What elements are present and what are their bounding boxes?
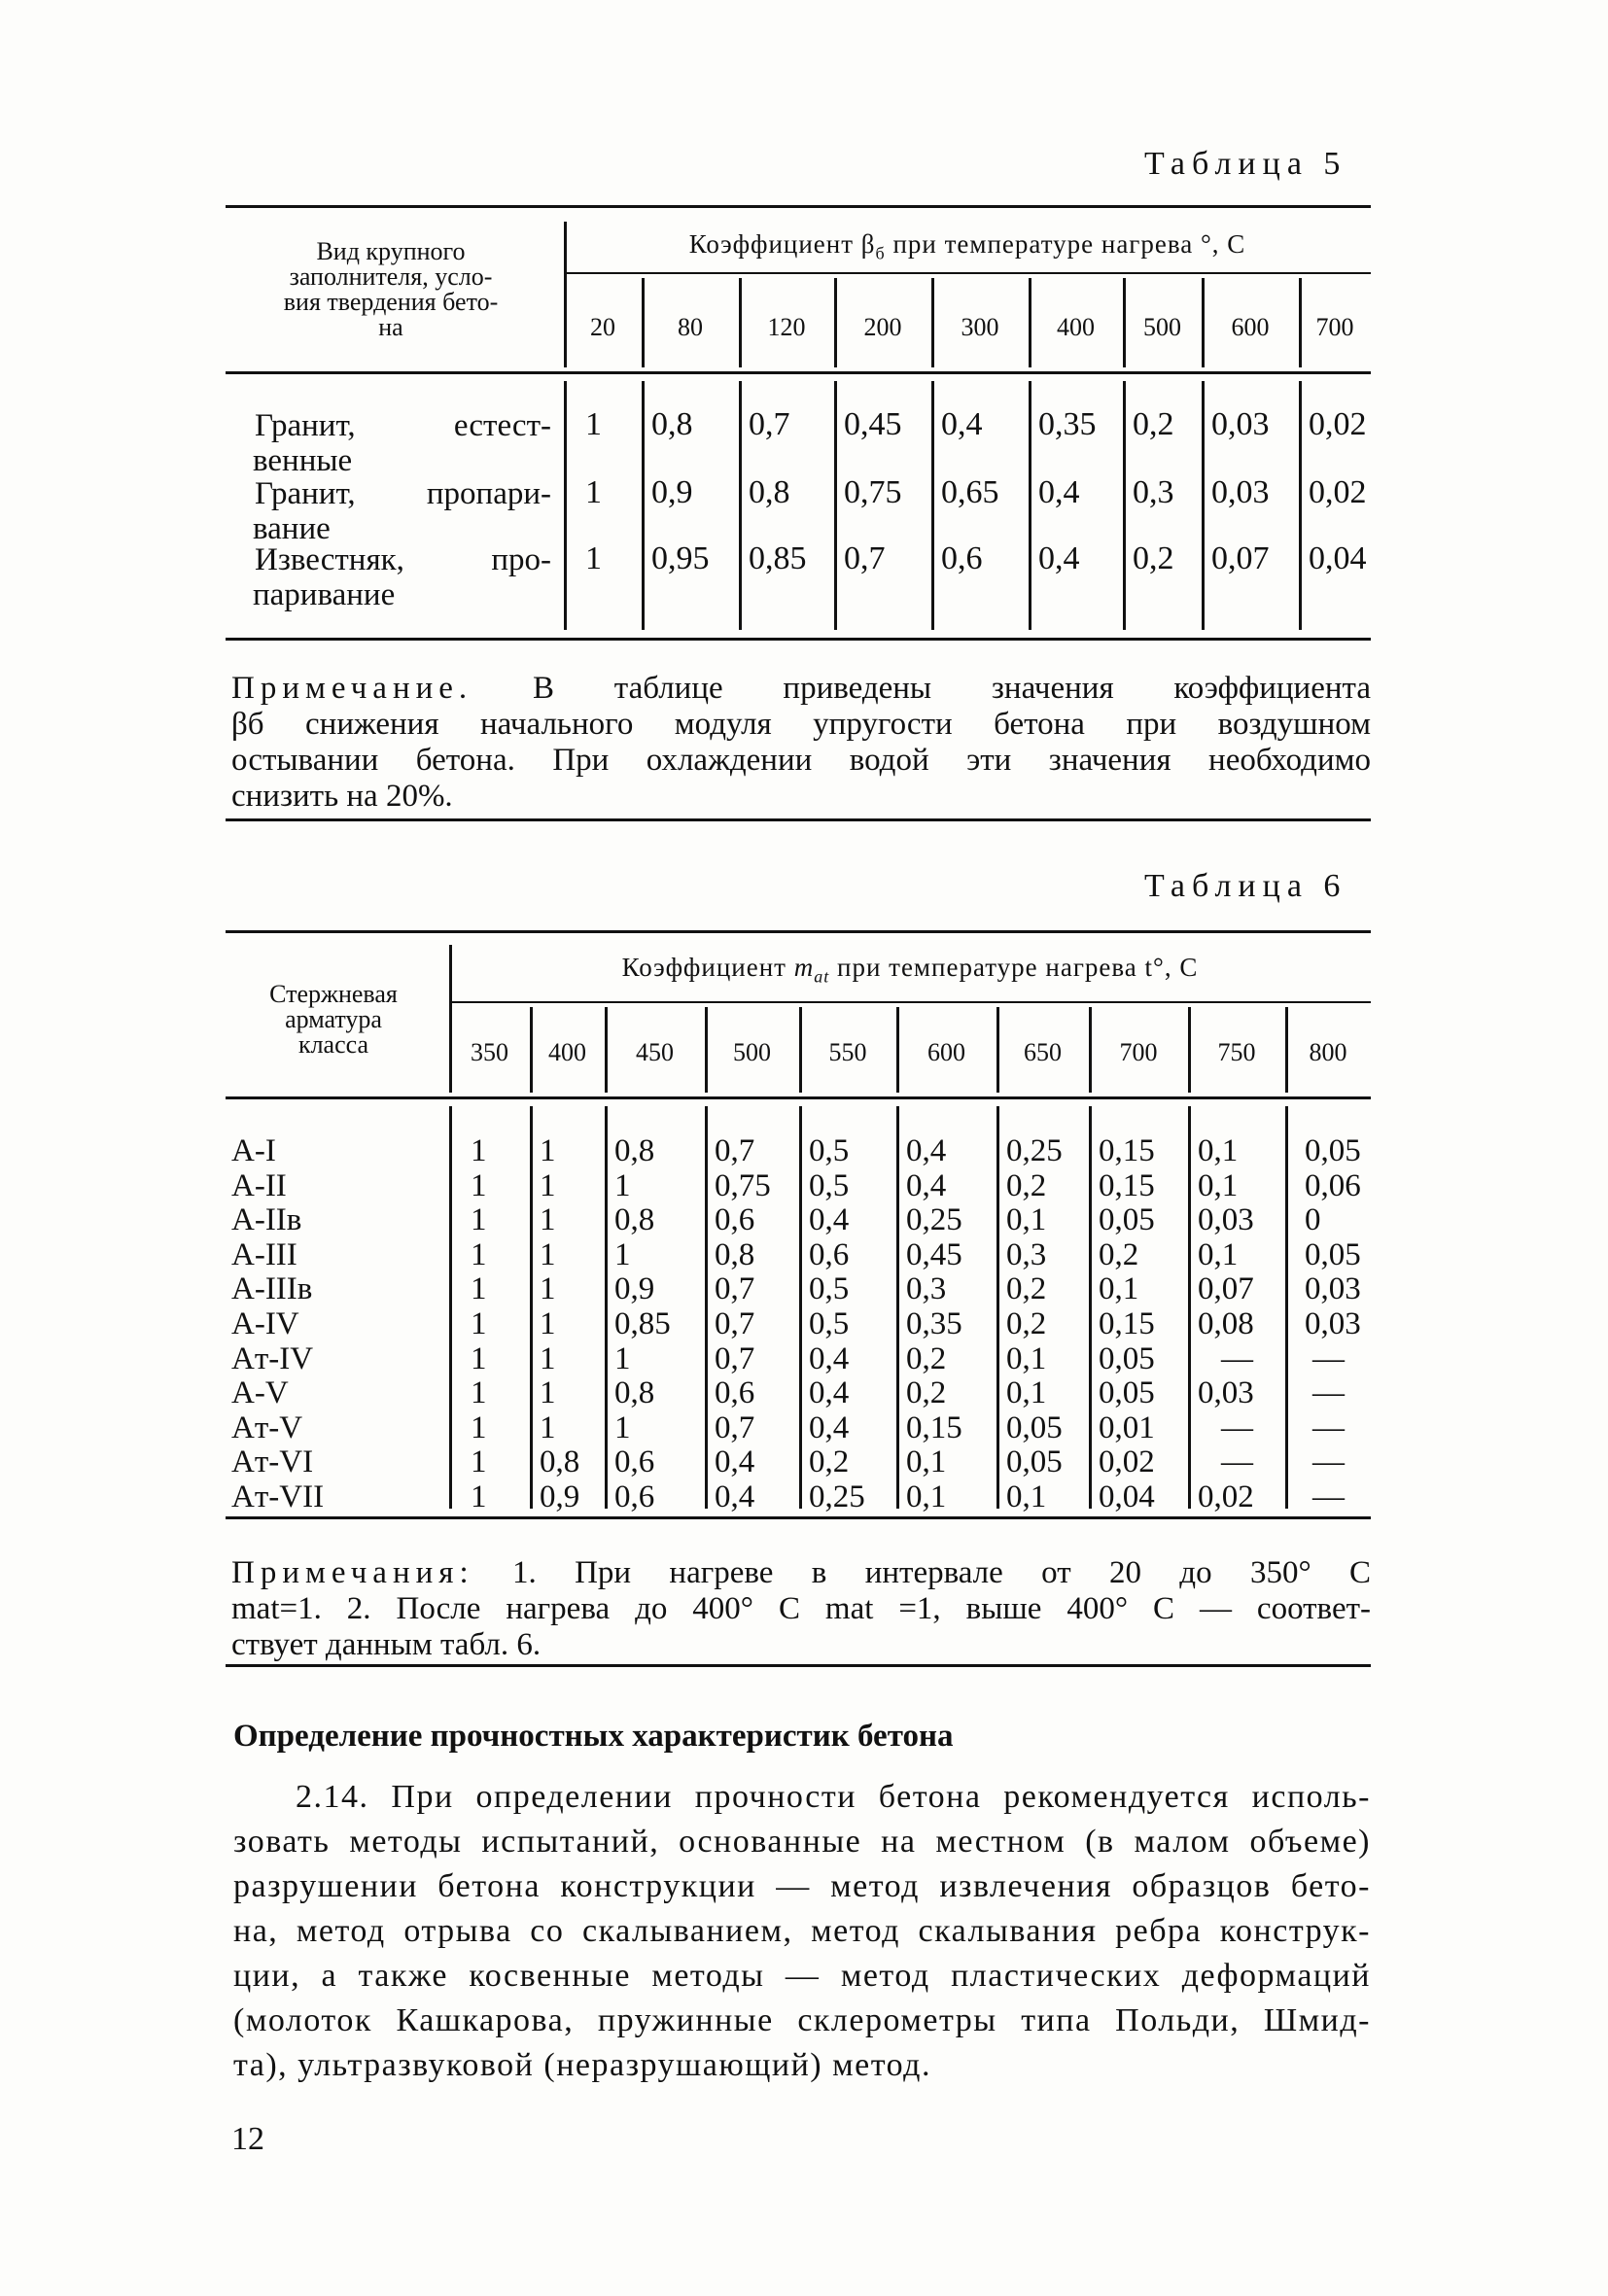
table6-cell: — [1221,1340,1253,1376]
table5-temperature: 600 [1231,313,1270,341]
table6-column-rule [1285,1007,1288,1093]
section-paragraph [233,1775,1371,2088]
note-prefix: Примечания: [231,1555,474,1590]
row-label-line: паривание [253,577,396,612]
table6-cell: 0,25 [809,1479,865,1514]
table6-cell: 0,75 [715,1167,771,1203]
group-header-text: при температуре нагрева t°, С [829,953,1199,982]
table6-row-label: A-IIв [231,1202,302,1238]
table5-column-rule [1299,381,1302,630]
table6-row-label: A-III [231,1236,297,1272]
table6-cell: 0,15 [906,1409,962,1445]
table6-cell: 0,1 [1198,1167,1239,1203]
table5-stub-header [226,239,556,340]
table6-cell: 0,4 [715,1444,755,1480]
table6-subhead-rule [449,1001,1371,1003]
beta-symbol: β [860,229,876,259]
table6-temperature: 700 [1119,1038,1158,1066]
table6-cell: 0,2 [906,1375,947,1411]
table5-cell: 1 [585,540,602,576]
para-line: ции, а также косвенные методы — метод пластических деформаций [233,1958,1371,1994]
row-label-line: Гранит, естест- [255,408,551,443]
table6-cell: 0,1 [1006,1340,1047,1376]
table6-cell: 1 [471,1271,487,1307]
table6-cell: 0,25 [1006,1133,1063,1168]
table5-bottom-rule [226,638,1371,641]
table6-head-bottom-rule [226,1096,1371,1099]
table5-cell: 0,85 [749,540,807,576]
table5-cell: 0,8 [651,406,693,442]
section-heading: Определение прочностных характеристик бетона [233,1719,954,1754]
table6-cell: 1 [540,1306,556,1341]
table5-cell: 1 [585,474,602,510]
table6-cell: 0,8 [715,1236,755,1272]
table6-cell: 0,1 [1006,1375,1047,1411]
table6-cell: 0,1 [1198,1236,1239,1272]
table5-column-rule [564,222,567,367]
table6-cell: 0,03 [1198,1375,1254,1411]
table6-cell: 0,4 [906,1133,947,1168]
table5-temperature: 120 [767,313,806,341]
table6-cell: 0,45 [906,1236,962,1272]
table6-row-label: Aт-VII [231,1479,325,1514]
table6-column-rule [705,1007,708,1093]
page-number: 12 [231,2121,264,2157]
table6-cell: 0,01 [1099,1409,1155,1445]
table6-temperature: 500 [733,1038,771,1066]
table6-top-rule [226,930,1371,933]
table5-cell: 0,35 [1038,406,1097,442]
table5-column-rule [931,381,934,630]
table5-column-rule [1202,278,1205,367]
table5-head-bottom-rule [226,371,1371,374]
table6-cell: 0,7 [715,1340,755,1376]
table5-cell: 0,03 [1211,406,1270,442]
table6-cell: 0,6 [715,1202,755,1238]
table6-cell: 0,4 [906,1167,947,1203]
table6-column-rule [449,1106,452,1509]
table5-column-rule [739,381,742,630]
table6-cell: 0,05 [1305,1133,1361,1168]
table6-cell: 0,04 [1099,1479,1155,1514]
table5-row-label [255,542,551,612]
table6-column-rule [1188,1007,1191,1093]
table6-temperature: 650 [1024,1038,1062,1066]
table6-cell: 0,2 [1006,1271,1047,1307]
table6-stub-header [226,982,441,1058]
table5-caption: Таблица 5 [1144,146,1347,182]
table5-cell: 0,8 [749,474,790,510]
row-label-line: Известняк, про- [255,542,551,577]
table6-cell: 0,35 [906,1306,962,1341]
table6-cell: 0,3 [1006,1236,1047,1272]
table6-temperature: 550 [828,1038,867,1066]
table6-cell: 0,8 [614,1375,655,1411]
table6-cell: 0,8 [614,1133,655,1168]
table5-row-label [255,408,551,478]
table5-column-rule [1029,278,1031,367]
table6-cell: 0,03 [1198,1202,1254,1238]
table6-cell: 0,2 [1006,1306,1047,1341]
table6-cell: — [1312,1375,1345,1411]
table5-cell: 0,07 [1211,540,1270,576]
group-header-text: при температуре нагрева °, С [885,229,1246,259]
table6-column-rule [449,945,452,1093]
group-header-text: Коэффициент [688,229,861,259]
table6-cell: 0,08 [1198,1306,1254,1341]
para-line: зовать методы испытаний, основанные на местном (в малом объеме) [233,1824,1371,1860]
table6-temperature: 600 [927,1038,965,1066]
table6-column-rule [1089,1106,1092,1509]
table6-cell: 1 [471,1202,487,1238]
table5-temperature: 20 [590,313,615,341]
note-line: βб снижения начального модуля упругости бетона при воздушном [231,707,1371,742]
table5-column-rule [642,278,645,367]
table6-cell: 0,2 [809,1444,850,1480]
table6-cell: 0,1 [1006,1479,1047,1514]
table6-cell: 0,05 [1099,1202,1155,1238]
m-symbol: m [793,953,815,982]
table5-cell: 0,4 [1038,474,1080,510]
table6-cell: 0,5 [809,1133,850,1168]
note-line: остывании бетона. При охлаждении водой эти значения необходимо [231,743,1371,778]
table6-cell: 0,05 [1099,1340,1155,1376]
table5-temperature: 200 [863,313,902,341]
table6-cell: 0,6 [809,1236,850,1272]
table6-cell: 1 [540,1375,556,1411]
note-line: ствует данным табл. 6. [231,1627,542,1662]
table5-cell: 0,03 [1211,474,1270,510]
table5-temperature: 500 [1143,313,1181,341]
table6-temperature: 800 [1309,1038,1347,1066]
table6-cell: 1 [614,1340,631,1376]
table5-cell: 0,2 [1133,540,1174,576]
table6-temperature: 450 [636,1038,674,1066]
table6-note-rule [226,1664,1371,1667]
table5-top-rule [226,205,1371,208]
para-line: разрушении бетона конструкции — метод извлечения образцов бето- [233,1868,1371,1904]
table6-cell: 1 [540,1409,556,1445]
table6-cell: 0,1 [1198,1133,1239,1168]
table6-cell: 0,4 [809,1340,850,1376]
table6-bottom-rule [226,1516,1371,1519]
table6-cell: 0,6 [614,1444,655,1480]
table5-column-rule [642,381,645,630]
table6-column-rule [799,1007,802,1093]
table6-cell: 0,7 [715,1133,755,1168]
table6-cell: 0,1 [906,1444,947,1480]
table6-caption: Таблица 6 [1144,868,1347,904]
table6-group-header [449,953,1371,987]
table6-temperature: 750 [1217,1038,1256,1066]
table5-stub-line: заполнителя, усло- [289,262,493,291]
table6-cell: 0,05 [1006,1409,1063,1445]
table5-cell: 0,65 [941,474,999,510]
table6-cell: — [1221,1409,1253,1445]
table5-cell: 0,3 [1133,474,1174,510]
table5-note [231,671,1371,815]
row-label-line: Гранит, пропари- [255,476,551,511]
table6-stub-line: класса [297,1030,369,1059]
para-line: (молоток Кашкарова, пружинные склерометры типа Польди, Шмид- [233,2002,1371,2038]
table5-cell: 0,02 [1309,474,1367,510]
table6-cell: 0,7 [715,1409,755,1445]
table5-cell: 0,04 [1309,540,1367,576]
table6-cell: 1 [471,1340,487,1376]
table6-cell: 0,3 [906,1271,947,1307]
beta-subscript: б [875,243,886,263]
table6-cell: 0,6 [715,1375,755,1411]
table6-row-label: A-II [231,1167,287,1203]
table6-cell: 1 [471,1133,487,1168]
table6-temperature: 400 [548,1038,586,1066]
table6-column-rule [896,1106,899,1509]
note-line: снизить на 20%. [231,779,453,814]
table6-stub-line: арматура [285,1005,382,1033]
note-prefix: Примечание. [231,671,473,706]
table6-cell: 0,4 [809,1409,850,1445]
table5-column-rule [739,278,742,367]
table6-cell: 0,15 [1099,1306,1155,1341]
table6-cell: 1 [471,1444,487,1480]
table5-cell: 0,7 [844,540,886,576]
table6-cell: 0,8 [540,1444,580,1480]
table6-cell: 0,6 [614,1479,655,1514]
row-label-line: венные [253,443,353,478]
para-line: та), ультразвуковой (неразрушающий) метод. [233,2047,931,2083]
table5-cell: 0,2 [1133,406,1174,442]
table6-column-rule [799,1106,802,1509]
table6-cell: 0,25 [906,1202,962,1238]
table6-row-label: Aт-IV [231,1340,314,1376]
table5-subhead-rule [564,272,1371,274]
table6-note [231,1555,1371,1663]
table5-stub-line: вия твердения бето- [283,288,499,316]
table6-cell: 0,4 [809,1202,850,1238]
table6-cell: 1 [540,1340,556,1376]
table6-cell: — [1312,1479,1345,1514]
table6-cell: 0,07 [1198,1271,1254,1307]
table5-cell: 0,45 [844,406,902,442]
table6-stub-line: Стержневая [269,980,398,1008]
table6-column-rule [896,1007,899,1093]
table5-note-rule [226,818,1371,821]
table6-cell: 0,2 [1099,1236,1139,1272]
table5-temperature: 400 [1057,313,1095,341]
table5-cell: 0,02 [1309,406,1367,442]
table6-cell: 1 [540,1236,556,1272]
table6-cell: 0,5 [809,1271,850,1307]
table6-cell: 0,05 [1305,1236,1361,1272]
table6-cell: 1 [471,1375,487,1411]
table6-cell: 0,1 [1006,1202,1047,1238]
table5-stub-line: на [378,313,403,341]
table6-column-rule [1089,1007,1092,1093]
table6-cell: 1 [471,1409,487,1445]
note-line: Примечания: 1. При нагреве в интервале от 20 до 350° С [231,1555,1371,1590]
table6-cell: 1 [540,1202,556,1238]
table5-cell: 0,7 [749,406,790,442]
table5-cell: 0,4 [1038,540,1080,576]
table6-column-rule [1285,1106,1288,1509]
table5-group-header [564,229,1371,263]
table5-cell: 0,95 [651,540,710,576]
table5-column-rule [834,381,837,630]
table6-cell: 0,85 [614,1306,671,1341]
table6-cell: 0,05 [1099,1375,1155,1411]
note-line: mat=1. 2. После нагрева до 400° С mat =1, выше 400° С — соответ- [231,1591,1371,1626]
table6-cell: 1 [614,1167,631,1203]
table6-row-label: A-I [231,1133,276,1168]
table5-column-rule [931,278,934,367]
table6-column-rule [996,1106,999,1509]
para-line: 2.14. При определении прочности бетона рекомендуется исполь- [296,1779,1371,1815]
table6-cell: 0,02 [1198,1479,1254,1514]
table6-cell: 1 [471,1236,487,1272]
table6-cell: 0,8 [614,1202,655,1238]
note-line: Примечание. В таблице приведены значения коэффициента [231,671,1371,706]
table5-temperature: 80 [678,313,703,341]
table6-cell: 0,7 [715,1306,755,1341]
table5-cell: 0,9 [651,474,693,510]
table6-column-rule [1188,1106,1191,1509]
table6-cell: 0,5 [809,1306,850,1341]
table6-cell: 1 [540,1133,556,1168]
table6-cell: 0,06 [1305,1167,1361,1203]
table5-cell: 0,75 [844,474,902,510]
table6-cell: — [1312,1340,1345,1376]
table6-cell: 0,4 [715,1479,755,1514]
table5-row-label [255,476,551,546]
table6-cell: 1 [471,1479,487,1514]
table6-row-label: A-IIIв [231,1271,313,1307]
table6-cell: 1 [471,1306,487,1341]
table6-row-label: A-V [231,1375,289,1411]
table6-cell: — [1221,1444,1253,1480]
table6-cell: 1 [614,1409,631,1445]
table6-cell: 1 [614,1236,631,1272]
table6-cell: 0,05 [1006,1444,1063,1480]
table6-column-rule [605,1106,608,1509]
table6-cell: — [1312,1444,1345,1480]
table6-cell: 1 [540,1271,556,1307]
table6-cell: 0,9 [540,1479,580,1514]
table6-cell: 0,7 [715,1271,755,1307]
table6-row-label: A-IV [231,1306,299,1341]
row-label-line: вание [253,511,331,546]
table6-cell: 0,2 [1006,1167,1047,1203]
table6-row-label: Aт-V [231,1409,303,1445]
table6-cell: 0,1 [906,1479,947,1514]
table6-column-rule [705,1106,708,1509]
table6-row-label: Aт-VI [231,1444,314,1480]
table5-cell: 1 [585,406,602,442]
table6-cell: 0 [1305,1202,1321,1238]
table5-column-rule [1202,381,1205,630]
table6-cell: 0,15 [1099,1167,1155,1203]
table6-cell: 1 [471,1167,487,1203]
m-subscript: at [814,966,830,987]
table5-column-rule [564,381,567,630]
table6-cell: 0,15 [1099,1133,1155,1168]
table5-column-rule [1029,381,1031,630]
table5-cell: 0,6 [941,540,983,576]
table5-stub-line: Вид крупного [316,237,466,265]
table5-temperature: 300 [961,313,999,341]
table6-cell: 0,02 [1099,1444,1155,1480]
table6-cell: 0,5 [809,1167,850,1203]
table6-cell: 0,03 [1305,1306,1361,1341]
table6-cell: — [1312,1409,1345,1445]
table6-cell: 0,1 [1099,1271,1139,1307]
table6-column-rule [996,1007,999,1093]
table6-cell: 0,9 [614,1271,655,1307]
table5-temperature: 700 [1315,313,1354,341]
para-line: на, метод отрыва со скалыванием, метод скалывания ребра конструк- [233,1913,1371,1949]
group-header-text: Коэффициент [621,953,794,982]
table5-cell: 0,4 [941,406,983,442]
table6-cell: 0,4 [809,1375,850,1411]
table6-temperature: 350 [471,1038,508,1066]
table5-column-rule [834,278,837,367]
table6-cell: 0,2 [906,1340,947,1376]
table5-column-rule [1123,381,1126,630]
table6-cell: 0,03 [1305,1271,1361,1307]
table6-cell: 1 [540,1167,556,1203]
table6-column-rule [530,1106,533,1509]
